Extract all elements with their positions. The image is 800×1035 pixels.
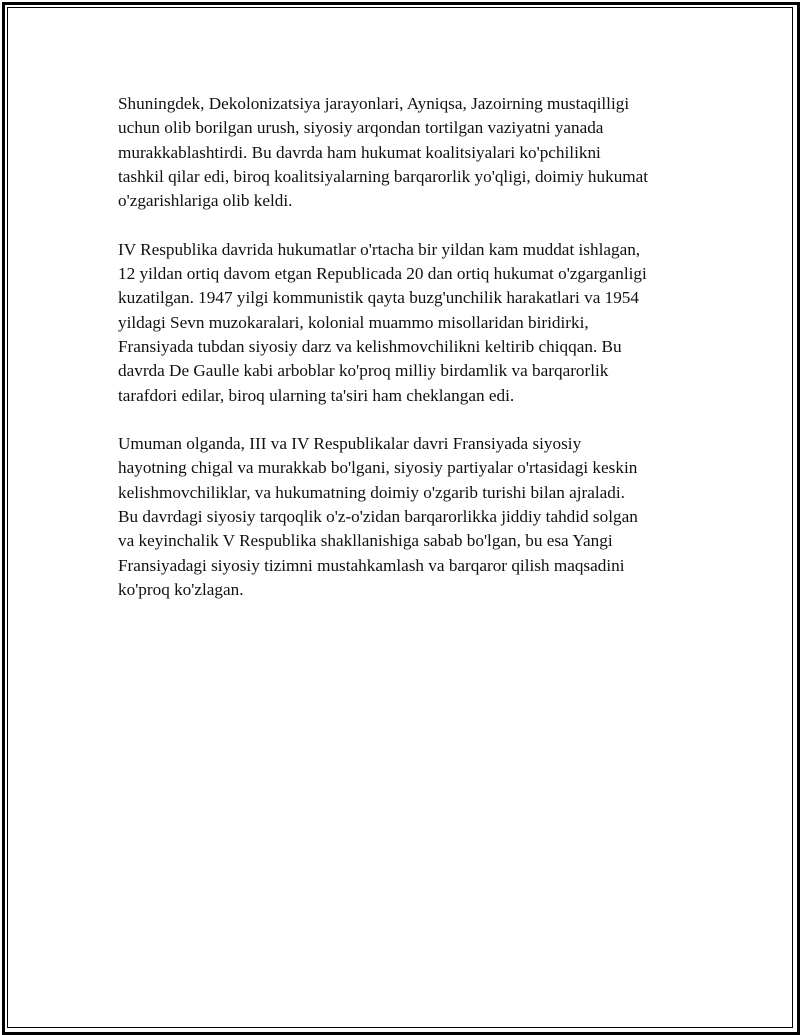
paragraph-3: Umuman olganda, III va IV Respublikalar davri Fransiyada siyosiy hayotning chigal va murakkab bo'lgani, siyosiy partiyalar o'rtasidagi keskin kelishmovchiliklar, va hukumatning doimiy o'zgarib turishi bilan ajraladi. Bu davrdagi siyosiy tarqoqlik o'z-o'zidan barqarorlikka jiddiy tahdid solgan va keyinchalik V Respublika shakllanishiga sabab bo'lgan, bu esa Yangi Fransiyadagi siyosiy tizimni mustahkamlash va barqaror qilish maqsadini ko'proq ko'zlagan. bbox=[118, 434, 638, 599]
document-body bbox=[118, 92, 708, 627]
paragraph-2: IV Respublika davrida hukumatlar o'rtacha bir yildan kam muddat ishlagan, 12 yildan ortiq davom etgan Republicada 20 dan ortiq hukumat o'zgarganligi kuzatilgan. 1947 yilgi kommunistik qayta buzg'unchilik harakatlari va 1954 yildagi Sevn muzokaralari, kolonial muammo misollaridan biridirki, Fransiyada tubdan siyosiy darz va kelishmovchilikni keltirib chiqqan. Bu davrda De Gaulle kabi arboblar ko'proq milliy birdamlik va barqarorlik tarafdori edilar, biroq ularning ta'siri ham cheklangan edi. bbox=[118, 239, 647, 405]
paragraph-1: Shuningdek, Dekolonizatsiya jarayonlari, Ayniqsa, Jazoirning mustaqilligi uchun olib borilgan urush, siyosiy arqondan tortilgan vaziyatni yanada murakkablashtirdi. Bu davrda ham hukumat koalitsiyalari ko'pchilikni tashkil qilar edi, biroq koalitsiyalarning barqarorlik yo'qligi, doimiy hukumat o'zgarishlariga olib keldi. bbox=[118, 94, 649, 211]
